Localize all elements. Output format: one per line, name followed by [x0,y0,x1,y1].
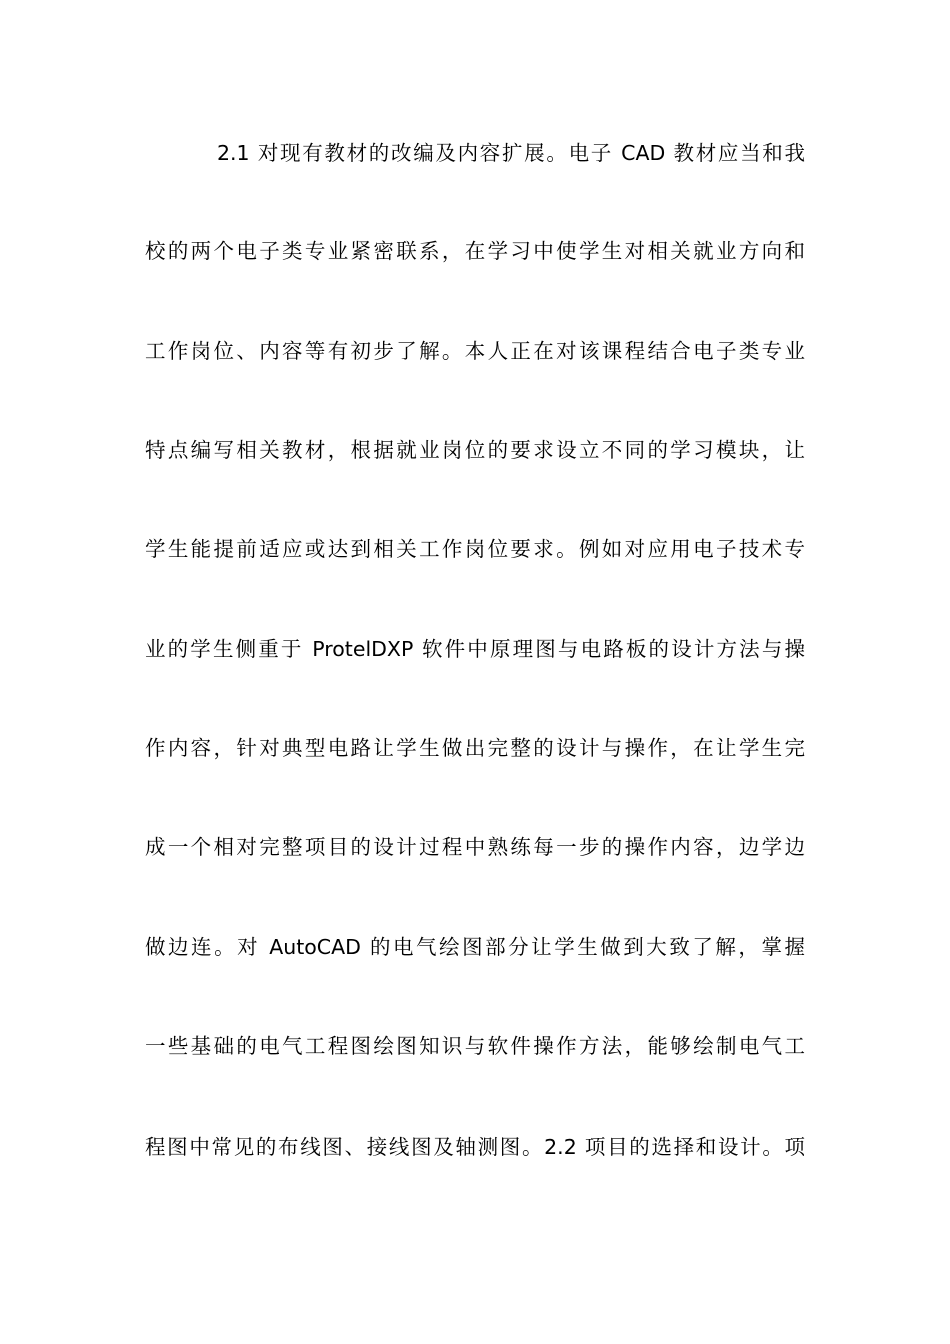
paragraph-line: 一些基础的电气工程图绘图知识与软件操作方法，能够绘制电气工 [145,1034,805,1058]
paragraph-line: 校的两个电子类专业紧密联系，在学习中使学生对相关就业方向和 [145,239,805,263]
paragraph-line: 成一个相对完整项目的设计过程中熟练每一步的操作内容，边学边 [145,835,805,859]
paragraph-line: 程图中常见的布线图、接线图及轴测图。2.2 项目的选择和设计。项 [145,1135,805,1159]
paragraph-line: 做边连。对 AutoCAD 的电气绘图部分让学生做到大致了解，掌握 [145,935,805,959]
paragraph-line: 2.1 对现有教材的改编及内容扩展。电子 CAD 教材应当和我 [217,141,805,165]
paragraph-line: 学生能提前适应或达到相关工作岗位要求。例如对应用电子技术专 [145,537,805,561]
paragraph-line: 特点编写相关教材，根据就业岗位的要求设立不同的学习模块，让 [145,438,805,462]
paragraph-line: 工作岗位、内容等有初步了解。本人正在对该课程结合电子类专业 [145,339,805,363]
paragraph-line: 业的学生侧重于 ProtelDXP 软件中原理图与电路板的设计方法与操 [145,637,805,661]
paragraph-line: 作内容，针对典型电路让学生做出完整的设计与操作，在让学生完 [145,736,805,760]
